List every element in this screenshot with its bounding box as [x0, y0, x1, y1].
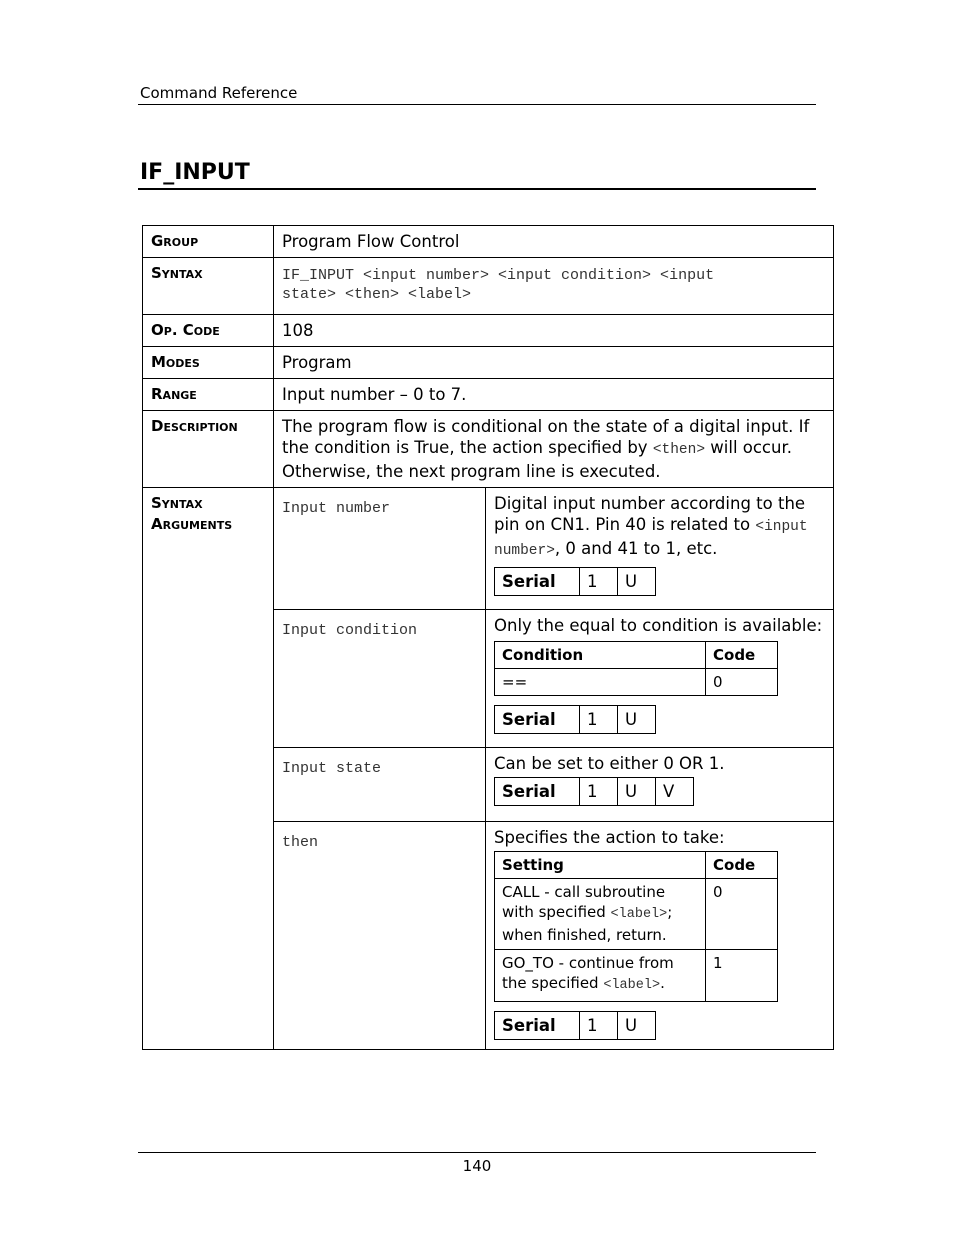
page-number: 140: [462, 1157, 492, 1175]
label-modes: Modes: [143, 347, 274, 379]
serial-label: Serial: [495, 568, 580, 596]
syntax-line-2: state> <then> <label>: [282, 286, 472, 303]
table-row: [495, 950, 778, 1002]
condition-code-table: [494, 641, 778, 696]
serial-label: Serial: [495, 1012, 580, 1040]
serial-value: U: [618, 778, 656, 806]
arg-desc-input-state: Can be set to either 0 OR 1. Serial 1 U V: [486, 748, 834, 822]
header-rule: [138, 104, 816, 105]
inline-code-label: <label>: [603, 978, 661, 993]
arg-name-input-number: Input number: [274, 488, 486, 610]
command-table: [142, 225, 834, 1050]
inline-code-label: <label>: [610, 907, 668, 922]
inline-code-input-number: <input number>: [494, 519, 808, 559]
arg-desc-then: Specifies the action to take: Setting Code CALL - call subroutine with specified <label>; when finished, return. 0 GO_TO - continue from the specified <label>. 1 Serial 1 U: [486, 822, 834, 1050]
value-description: The program flow is conditional on the state of a digital input. If the condition is True, the action specified by <then> will occur. Otherwise, the next program line is executed.: [274, 411, 834, 488]
running-header: Command Reference: [140, 84, 298, 102]
value-modes: Program: [274, 347, 834, 379]
table-row: [495, 669, 778, 696]
table-cell: ==: [495, 669, 706, 696]
syntax-line-1: IF_INPUT <input number> <input condition> <input: [282, 267, 715, 284]
serial-value: 1: [580, 778, 618, 806]
serial-table: [494, 705, 656, 734]
arg-desc-input-number: Digital input number according to the pin on CN1. Pin 40 is related to <input number>, 0 and 41 to 1, etc. Serial 1 U: [486, 488, 834, 610]
value-range: Input number – 0 to 7.: [274, 379, 834, 411]
setting-code-table: [494, 851, 778, 1002]
arg-name-input-state: Input state: [274, 748, 486, 822]
table-header: Setting: [495, 852, 706, 879]
arg-name-input-condition: Input condition: [274, 610, 486, 748]
serial-label: Serial: [495, 778, 580, 806]
row-description: [143, 411, 834, 488]
serial-value: U: [618, 706, 656, 734]
table-row: [495, 879, 778, 950]
serial-table: [494, 1011, 656, 1040]
table-header: Code: [706, 852, 778, 879]
table-cell: 1: [706, 950, 778, 1002]
row-group: [143, 226, 834, 258]
serial-label: Serial: [495, 706, 580, 734]
table-cell: 0: [706, 669, 778, 696]
value-syntax: [274, 258, 834, 315]
row-arg-input-number: [143, 488, 834, 610]
serial-value: V: [656, 778, 694, 806]
table-cell: CALL - call subroutine with specified <label>; when finished, return.: [495, 879, 706, 950]
label-syntax: Syntax: [143, 258, 274, 315]
serial-value: U: [618, 568, 656, 596]
label-range: Range: [143, 379, 274, 411]
label-opcode: Op. Code: [143, 315, 274, 347]
serial-value: 1: [580, 568, 618, 596]
footer-rule: [138, 1152, 816, 1153]
table-cell: GO_TO - continue from the specified <label>.: [495, 950, 706, 1002]
serial-table: [494, 567, 656, 596]
table-header: Condition: [495, 642, 706, 669]
label-group: Group: [143, 226, 274, 258]
label-description: Description: [143, 411, 274, 488]
serial-table: [494, 777, 694, 806]
label-syntax-arguments: Syntax Arguments: [143, 488, 274, 1050]
serial-value: 1: [580, 1012, 618, 1040]
table-header: Code: [706, 642, 778, 669]
row-syntax: [143, 258, 834, 315]
page-title: IF_INPUT: [140, 160, 250, 185]
row-modes: [143, 347, 834, 379]
row-opcode: [143, 315, 834, 347]
value-group: Program Flow Control: [274, 226, 834, 258]
table-cell: 0: [706, 879, 778, 950]
serial-value: 1: [580, 706, 618, 734]
row-range: [143, 379, 834, 411]
arg-name-then: then: [274, 822, 486, 1050]
serial-value: U: [618, 1012, 656, 1040]
title-rule: [138, 188, 816, 190]
inline-code-then: <then>: [652, 442, 706, 458]
value-opcode: 108: [274, 315, 834, 347]
arg-desc-input-condition: Only the equal to condition is available: Condition Code == 0 Serial 1 U: [486, 610, 834, 748]
